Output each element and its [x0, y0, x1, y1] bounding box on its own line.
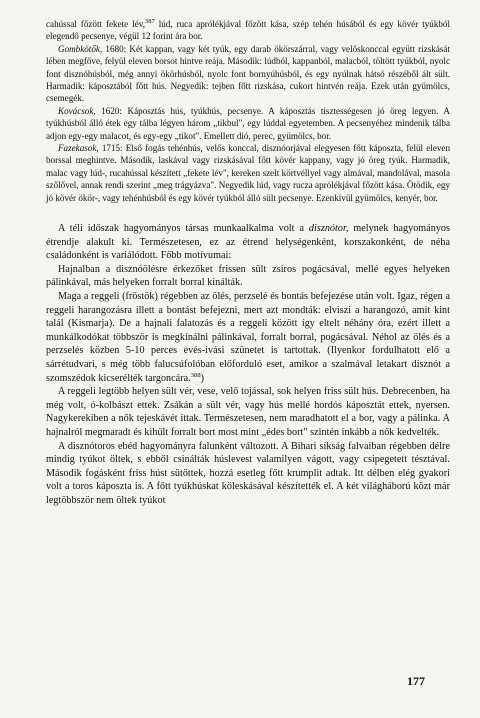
section-gap — [46, 204, 450, 222]
paragraph: A reggeli legtöbb helyen sült vér, vese, velő tojással, sok helyen friss sült hús. Debrecenben, ha még volt, ó-kolbászt ettek. Zsákán a sült vér, vagy hús mellé hordós káposztát ettek, nyersen. Nagykerekiben a nők tejeskávét ittak. Természetesen, nem maradhatott el a bor, vagy a pálinka. A hajnalról megmaradt és kihűlt forralt bort most mint „édes bort" szintén inkább a nők kedvelték. — [46, 386, 450, 438]
paragraph: Hajnalban a disznóölésre érkezőket frissen sült zsíros pogácsával, mellé egyes helyeken pálinkával, más helyeken forralt borral kínálták. — [46, 263, 450, 289]
guild-name: Fazekasok, — [58, 143, 99, 154]
menu-text: 1620: Káposztás hús, tyúkhús, pecsenye. A káposztás tisztességesen jó öreg legyen. A tyúkhúsból álló étek egy tálba légyen három „tikbul", egy lúddal egyetemben. A pecsenyéhez mindenik tálba adjon egy-egy malacot, és egy-egy „tikot". Emellett dió, perec, gyümölcs, bor. — [46, 105, 450, 141]
page-number: 177 — [407, 674, 425, 688]
menu-entry — [46, 43, 450, 105]
guild-menus — [46, 18, 450, 204]
paragraph: A disznótoros ebéd hagyományra falunként változott. A Bihari síkság falvaiban régebben délre mindig tyúkot öltek, s ebből csinálták húslevest valamilyen vágott, vagy csipegetett tésztával. Második fogásként friss húst sütöttek, hozzá esetleg főtt krumplit adtak. Itt délben elég gyakori volt a toros káposzta is. A főtt tyúkhúskat köleskásával készítették el. A két világháború közt már legtöbbször nem öltek tyúkot — [46, 440, 450, 506]
menu-entry — [46, 105, 450, 142]
menu-text: 1680: Két kappan, vagy két tyúk, egy darab ökörszárral, vagy velőskonccal együtt rizskását lében megfőve, felyül eleven borsot hintve reája. Második: lúdból, kappanból, malacból, töltött tyúkból, nyolc font disznóhúsból, még annyi ökörhúsból, nyolc font bornyúhúsból, és egy nyúlnak hátsó részéből ált sült. Harmadik: káposztából főtt hús. Negyedik: tejben főtt rizskása, cukort hintvén reája. Ezek után gyümölcs, csemegék. — [46, 43, 450, 104]
paragraph — [46, 222, 450, 263]
footnote-marker: 388 — [190, 371, 201, 379]
paragraph-text: ) — [200, 372, 205, 384]
menu-entry — [46, 18, 450, 43]
menu-text: lúd, ruca aprólékjával főzött kása, szép tehén húsából és egy kövér tyúkból elegendő pecsenye, végül 12 forint ára bor. — [46, 19, 451, 42]
menu-text: 1715: Első fogás tehénhús, velős konccal, disznóorjával elegyesen főtt káposzta, felül eleven borssal meghintve. Második, laskával vagy rizskásával főtt kövér kappany, vagy jó öreg tyúk. Harmadik, malac vagy lúd-, rucahússal készített „fekete lév", kereken szelt körtvéllyel vagy almával, mandolával, masola szőlővel, annak rendi szerint „meg trágyázva". Negyedik lúd, vagy rucza aprólékjával főzött kása. Ötödik, egy jó kövér ökör-, vagy tehénhúsból és egy kövér tyúkból álló sült pecsenye. Ezenkívül gyümölcs, kenyér, bor. — [46, 143, 450, 203]
page-content — [46, 18, 450, 508]
footnote-marker: 387 — [144, 18, 155, 25]
paragraph-text: A téli időszak hagyományos társas munkaalkalma volt a — [58, 223, 309, 235]
paragraph — [46, 290, 450, 385]
paragraph-text: Maga a reggeli (fröstök) régebben az ölés, perzselé és bontás befejezése után volt. Igaz, régen a reggeli harangozásra illett a bontást befejezni, mert azt mondták: elviszi a harangozó, amit kint talál (Kismarja). De a hajnali falatozás és a reggeli között így eltelt néhány óra, ezért illett a munkálkodókat többször is megkínálni pálinkával, forralt borral, pogácsával. Néhol az ölés és a perzselés közben 5-10 perces evés-ivási szünetet is tartottak. (Ilyenkor fordulhatott elő a sárrétudvari, s még több falucsúfolóban előforduló eset, amikor a szalmával letakart disznót a szomszédok kicserélték targoncára. — [46, 291, 450, 384]
paragraph-text: melynek hagyományos étrendje alakult ki. Természetesen, ez az étrend helységenként, korszakonként, de néha családonként is variálódott. Főbb motívumai: — [46, 223, 451, 262]
guild-name: Gombkötők, — [58, 43, 103, 54]
main-text — [46, 222, 450, 507]
menu-text: cahússal főzött fekete lév, — [46, 19, 145, 29]
guild-name: Kovácsok, — [58, 105, 96, 116]
menu-entry — [46, 142, 450, 204]
emphasis-text: disznótor, — [308, 223, 349, 235]
